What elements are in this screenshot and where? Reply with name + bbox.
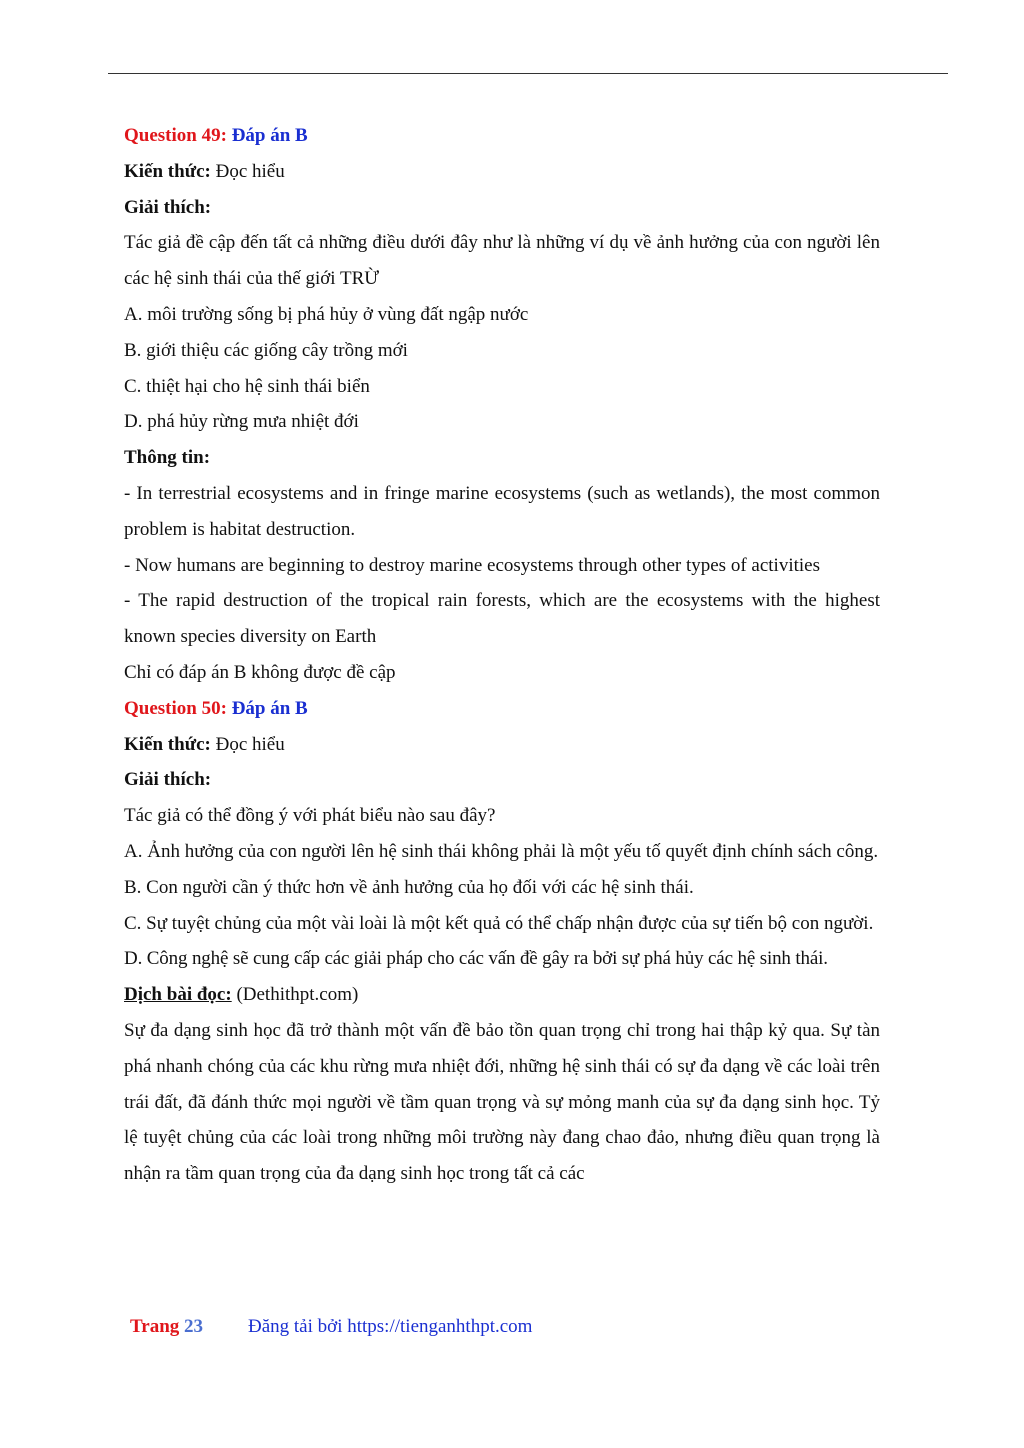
q50-knowledge: [124, 727, 880, 763]
q49-conclusion: Chỉ có đáp án B không được đề cập: [124, 661, 396, 683]
translation-source: (Dethithpt.com): [236, 984, 359, 1006]
q50-option-d: D. Công nghệ sẽ cung cấp các giải pháp cho các vấn đề gây ra bởi sự phá hủy các hệ sinh thái.: [124, 948, 828, 970]
q49-info-label: Thông tin:: [124, 447, 211, 469]
question-49-answer: Đáp án B: [231, 125, 308, 146]
question-50-answer: Đáp án B: [231, 697, 308, 719]
footer-uploaded-by: Đăng tải bởi https://tienganhthpt.com: [248, 1316, 533, 1337]
q49-knowledge-label: Kiến thức:: [124, 160, 211, 182]
q50-option-a: A. Ảnh hưởng của con người lên hệ sinh thái không phải là một yếu tố quyết định chính sách công.: [124, 840, 879, 862]
q49-knowledge-value: Đọc hiểu: [215, 160, 285, 182]
question-50-heading: [124, 691, 880, 727]
q49-option-d: D. phá hủy rừng mưa nhiệt đới: [124, 411, 359, 433]
q50-option-b: B. Con người cần ý thức hơn về ảnh hưởng của họ đối với các hệ sinh thái.: [124, 876, 694, 898]
q49-option-a: A. môi trường sống bị phá hủy ở vùng đất ngập nước: [124, 303, 529, 325]
q49-option-c: C. thiệt hại cho hệ sinh thái biển: [124, 375, 370, 397]
q50-knowledge-value: Đọc hiểu: [215, 733, 285, 755]
question-50-label: Question 50:: [124, 697, 227, 719]
question-49-heading: [124, 118, 880, 154]
q49-info-1: - In terrestrial ecosystems and in fringe marine ecosystems (such as wetlands), the most common problem is habitat destruction.: [124, 482, 880, 540]
q49-info-2: - Now humans are beginning to destroy marine ecosystems through other types of activities: [124, 554, 820, 576]
q50-option-c: C. Sự tuyệt chủng của một vài loài là một kết quả có thể chấp nhận được của sự tiến bộ con người.: [124, 912, 874, 934]
footer-page-label: Trang: [130, 1316, 180, 1337]
q49-explain-label: Giải thích:: [124, 196, 212, 218]
page-content: [124, 118, 880, 1192]
q49-knowledge: [124, 154, 880, 190]
translation-text: Sự đa dạng sinh học đã trở thành một vấn đề bảo tồn quan trọng chỉ trong hai thập kỷ qua. Sự tàn phá nhanh chóng của các khu rừng mưa nhiệt đới, những hệ sinh thái có sự đa dạng về các loài trên trái đất, đã đánh thức mọi người về tầm quan trọng và sự mỏng manh của sự đa dạng sinh học. Tỷ lệ tuyệt chủng của các loài trong những môi trường này đang chao đảo, nhưng điều quan trọng là nhận ra tầm quan trọng của đa dạng sinh học trong tất cả các: [124, 1019, 880, 1185]
q49-option-b: B. giới thiệu các giống cây trồng mới: [124, 339, 408, 361]
q50-knowledge-label: Kiến thức:: [124, 733, 211, 755]
q49-prompt: Tác giả đề cập đến tất cả những điều dưới đây như là những ví dụ về ảnh hưởng của con người lên các hệ sinh thái của thế giới TRỪ: [124, 232, 880, 290]
translation-label: Dịch bài đọc:: [124, 984, 232, 1006]
footer-page-number: 23: [184, 1316, 204, 1337]
q50-explain-label: Giải thích:: [124, 769, 212, 791]
header-rule: [108, 73, 948, 74]
page-footer: [130, 1316, 533, 1338]
question-49-label: Question 49:: [124, 125, 227, 146]
q50-prompt: Tác giả có thể đồng ý với phát biểu nào sau đây?: [124, 805, 496, 827]
translation-heading: [124, 977, 880, 1013]
q49-info-3: - The rapid destruction of the tropical rain forests, which are the ecosystems with the highest known species diversity on Earth: [124, 590, 880, 648]
